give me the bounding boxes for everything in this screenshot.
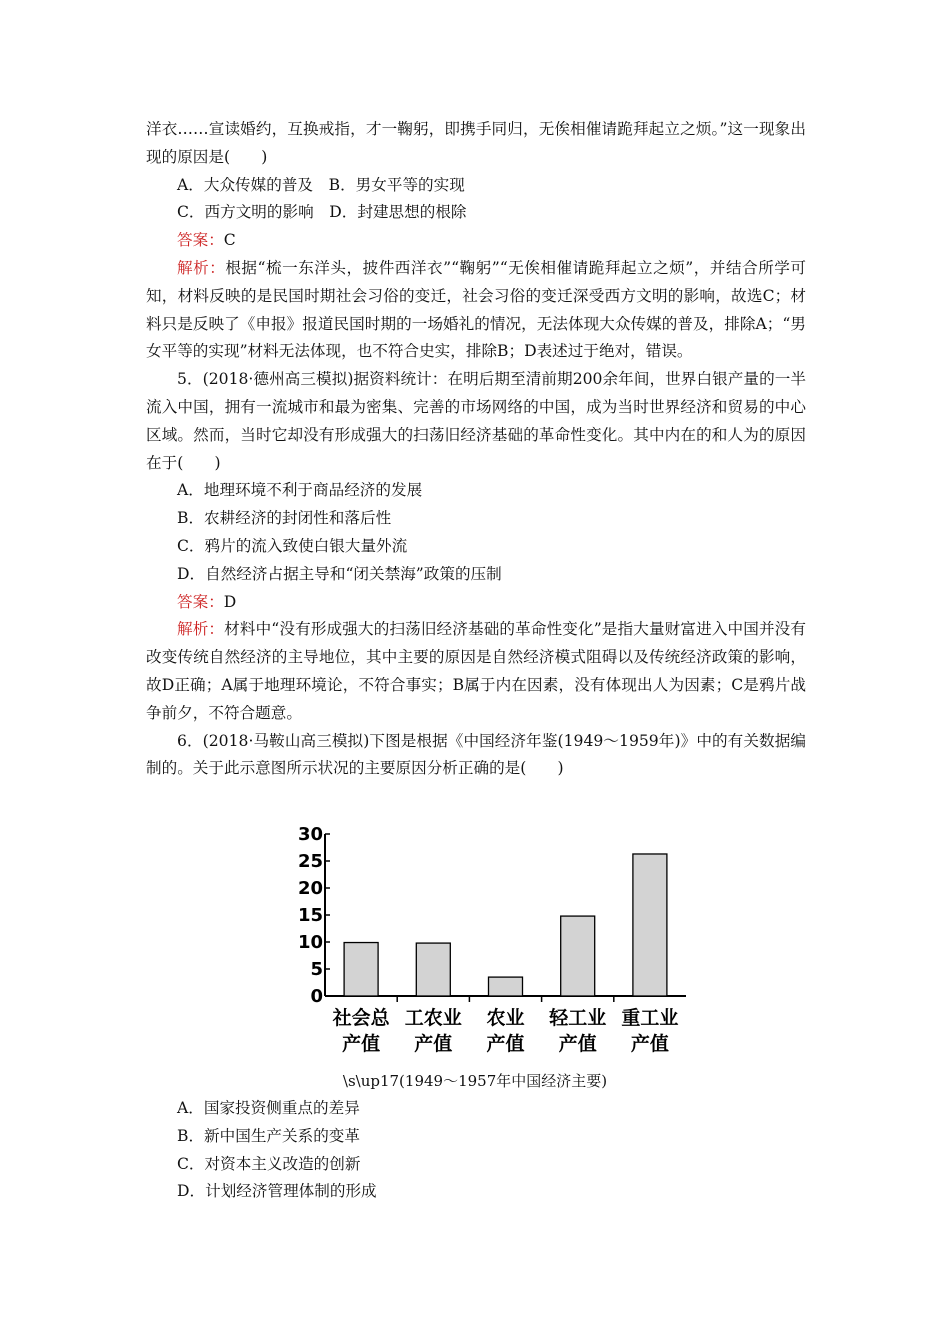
category-label: 产值 — [342, 1033, 381, 1055]
question-4-block — [146, 116, 806, 783]
category-label: 产值 — [414, 1033, 453, 1055]
question-5-answer — [146, 589, 806, 617]
analysis-text: 材料中“没有形成强大的扫荡旧经济基础的革命性变化”是指大量财富进入中国并没有改变传统自然经济的主导地位，其中主要的原因是自然经济模式阻碍以及传统经济政策的影响，故D正确；A属于地理环境论，不符合事实；B属于内在因素，没有体现出人为因素；C是鸦片战争前夕，不符合题意。 — [146, 620, 806, 722]
question-4-stem: 洋衣……宣读婚约，互换戒指，才一鞠躬，即携手同归，无俟相催请跪拜起立之烦。”这一现象出现的原因是( ) — [146, 120, 806, 166]
question-4-analysis — [146, 255, 806, 366]
question-5-option-d: D．自然经济占据主导和“闭关禁海”政策的压制 — [177, 564, 502, 583]
question-5-option-b: B．农耕经济的封闭性和落后性 — [177, 509, 392, 528]
question-6-stem: 6．(2018·马鞍山高三模拟)下图是根据《中国经济年鉴(1949～1959年)》中的有关数据编制的。关于此示意图所示状况的主要原因分析正确的是( ) — [146, 731, 806, 778]
question-5-analysis — [146, 616, 806, 727]
y-tick-label: 10 — [297, 932, 323, 953]
question-5-stem: 5．(2018·德州高三模拟)据资料统计：在明后期至清前期200余年间，世界白银产量的一半流入中国，拥有一流城市和最为密集、完善的市场网络的中国，成为当时世界经济和贸易的中心区域。然而，当时它却没有形成强大的扫荡旧经济基础的革命性变化。其中内在的和人为的原因在于( ) — [146, 370, 806, 472]
category-label: 产值 — [630, 1033, 669, 1055]
y-tick-label: 30 — [297, 824, 323, 845]
answer-value: C — [223, 231, 236, 250]
y-tick-label: 0 — [310, 986, 323, 1007]
analysis-text: 根据“梳一东洋头，披件西洋衣”“鞠躬”“无俟相催请跪拜起立之烦”，并结合所学可知，材料反映的是民国时期社会习俗的变迁，社会习俗的变迁深受西方文明的影响，故选C；材料只是反映了《申报》报道民国时期的一场婚礼的情况，无法体现大众传媒的普及，排除A；“男女平等的实现”材料无法体现，也不符合史实，排除B；D表述过于绝对，错误。 — [146, 258, 806, 361]
answer-label: 答案： — [177, 592, 224, 611]
category-label: 产值 — [486, 1033, 525, 1055]
analysis-label: 解析： — [177, 258, 226, 277]
question-5-option-a: A．地理环境不利于商品经济的发展 — [177, 481, 423, 500]
question-4-options-cd: C．西方文明的影响 D．封建思想的根除 — [177, 203, 467, 222]
bar — [561, 916, 595, 996]
bar — [416, 943, 450, 996]
y-tick-label: 20 — [297, 878, 323, 899]
question-4-answer — [146, 227, 806, 255]
category-label: 农业 — [486, 1007, 525, 1029]
bar-chart — [290, 820, 700, 1065]
bar — [344, 943, 378, 996]
question-6-option-d: D．计划经济管理体制的形成 — [177, 1182, 377, 1201]
question-6-option-b: B．新中国生产关系的变革 — [177, 1126, 360, 1145]
question-5-option-c: C．鸦片的流入致使白银大量外流 — [177, 536, 408, 555]
chart-caption: \s\up17(1949～1957年中国经济主要) — [342, 1072, 608, 1090]
category-label: 产值 — [558, 1033, 597, 1055]
bar — [633, 854, 667, 996]
question-6-option-c: C．对资本主义改造的创新 — [177, 1154, 361, 1173]
question-6-option-a: A．国家投资侧重点的差异 — [177, 1099, 360, 1117]
y-tick-label: 15 — [297, 905, 323, 926]
category-label: 重工业 — [621, 1007, 679, 1029]
category-label: 轻工业 — [549, 1007, 607, 1029]
answer-label: 答案： — [177, 231, 224, 250]
category-label: 工农业 — [404, 1007, 462, 1029]
question-4-options-ab: A．大众传媒的普及 B．男女平等的实现 — [177, 175, 465, 194]
y-tick-label: 25 — [297, 851, 323, 872]
analysis-label: 解析： — [177, 620, 225, 639]
y-tick-label: 5 — [310, 959, 323, 980]
category-label: 社会总 — [332, 1007, 390, 1029]
answer-value: D — [223, 592, 237, 611]
bar — [489, 977, 523, 996]
question-6-options — [146, 1095, 806, 1206]
